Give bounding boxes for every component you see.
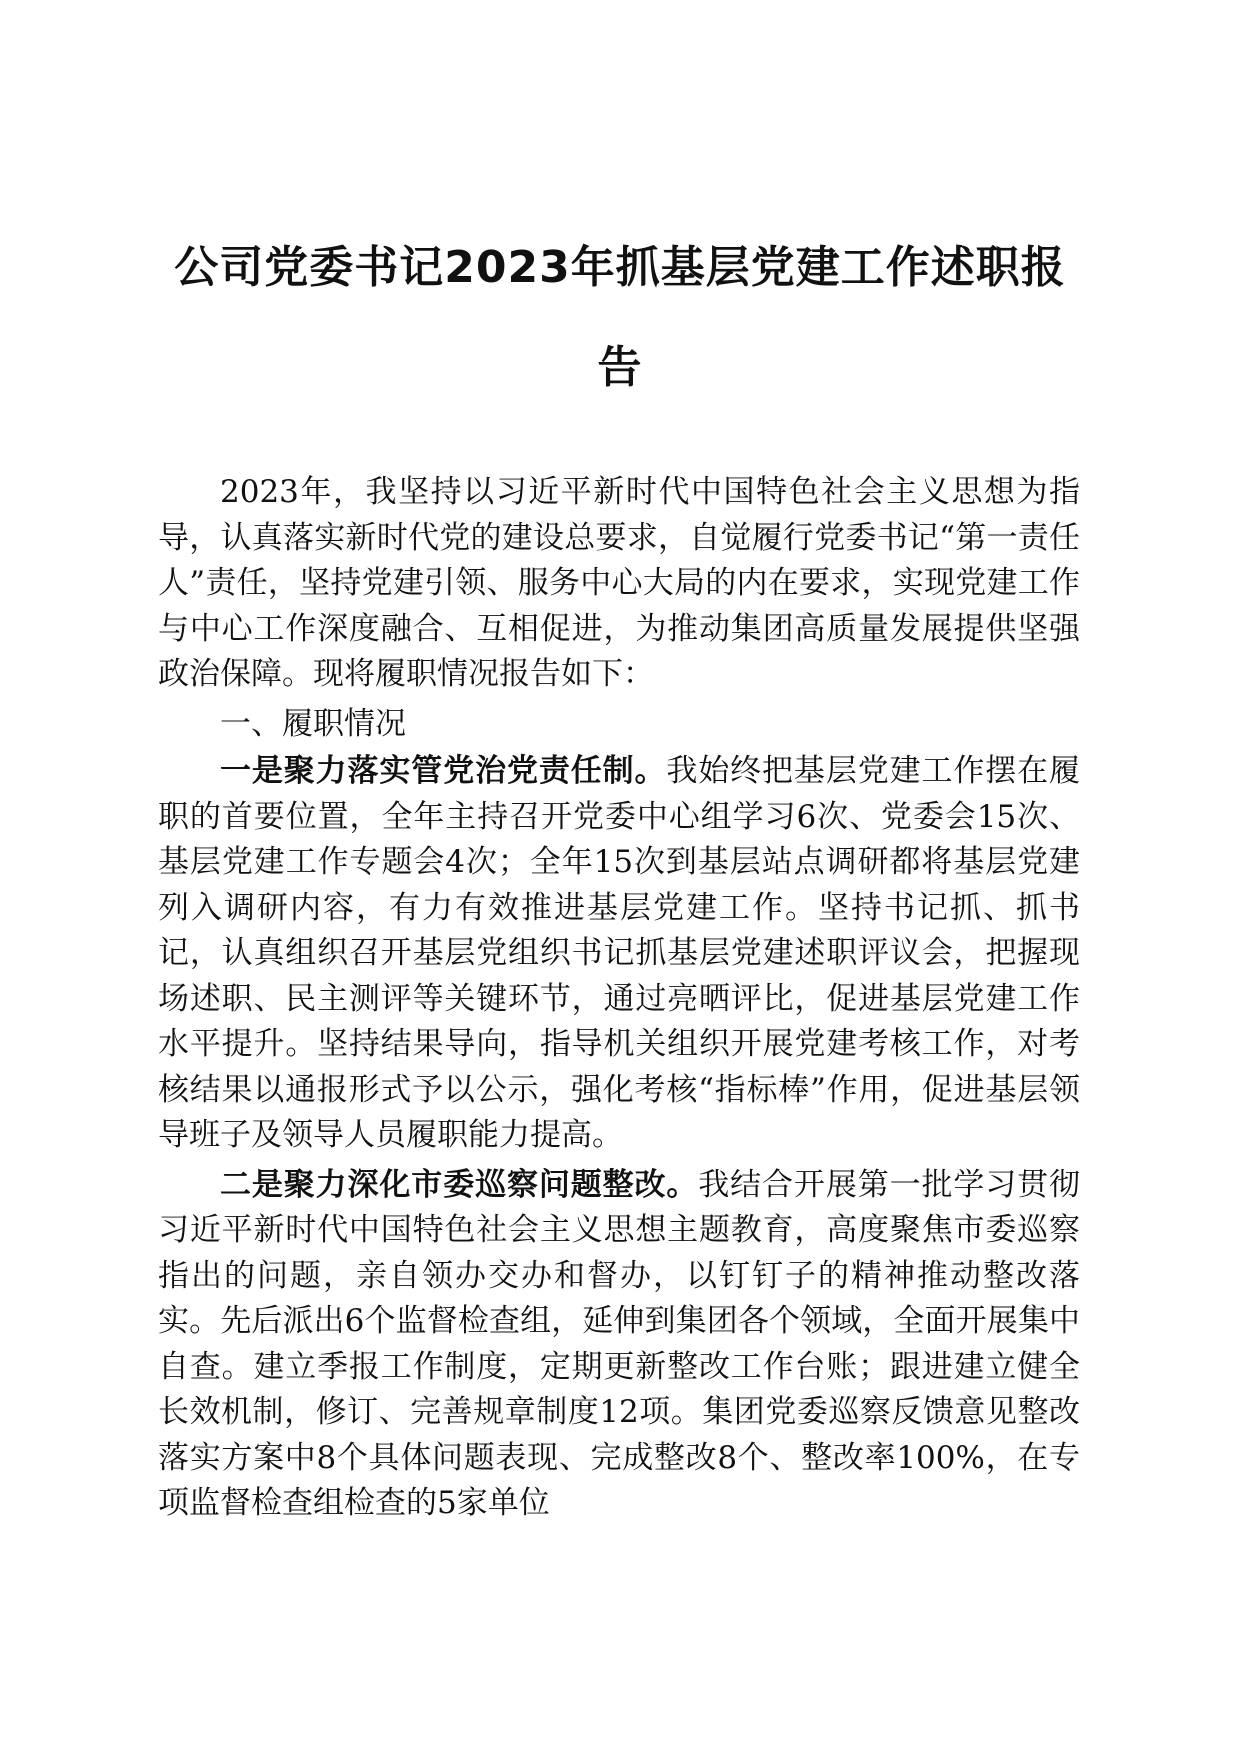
paragraph-responsibility (158, 749, 1080, 1159)
intro-paragraph: 2023年，我坚持以习近平新时代中国特色社会主义思想为指导，认真落实新时代党的建设总要求，自觉履行党委书记“第一责任人”责任，坚持党建引领、服务中心大局的内在要求，实现党建工作与中心工作深度融合、互相促进，为推动集团高质量发展提供坚强政治保障。现将履职情况报告如下： (158, 474, 1080, 692)
paragraph-responsibility-text: 我始终把基层党建工作摆在履职的首要位置，全年主持召开党委中心组学习6次、党委会15次、基层党建工作专题会4次；全年15次到基层站点调研都将基层党建列入调研内容，有力有效推进基层党建工作。坚持书记抓、抓书记，认真组织召开基层党组织书记抓基层党建述职评议会，把握现场述职、民主测评等关键环节，通过亮晒评比，促进基层党建工作水平提升。坚持结果导向，指导机关组织开展党建考核工作，对考核结果以通报形式予以公示，强化考核“指标棒”作用，促进基层领导班子及领导人员履职能力提高。 (158, 753, 1081, 1153)
paragraph-rectification-lead: 二是聚力深化市委巡察问题整改。 (220, 1166, 699, 1203)
document-title: 公司党委书记2023年抓基层党建工作述职报告 (174, 242, 1066, 393)
document-body (158, 470, 1080, 1531)
section-heading-performance: 一、履职情况 (220, 705, 406, 742)
paragraph-responsibility-lead: 一是聚力落实管党治党责任制。 (220, 753, 667, 789)
paragraph-rectification (158, 1163, 1080, 1527)
paragraph-rectification-text: 我结合开展第一批学习贯彻习近平新时代中国特色社会主义思想主题教育，高度聚焦市委巡察指出的问题，亲自领办交办和督办，以钉钉子的精神推动整改落实。先后派出6个监督检查组，延伸到集团各个领域，全面开展集中自查。建立季报工作制度，定期更新整改工作台账；跟进建立健全长效机制，修订、完善规章制度12项。集团党委巡察反馈意见整改落实方案中8个具体问题表现、完成整改8个、整改率100%，在专项监督检查组检查的5家单位 (158, 1166, 1081, 1521)
